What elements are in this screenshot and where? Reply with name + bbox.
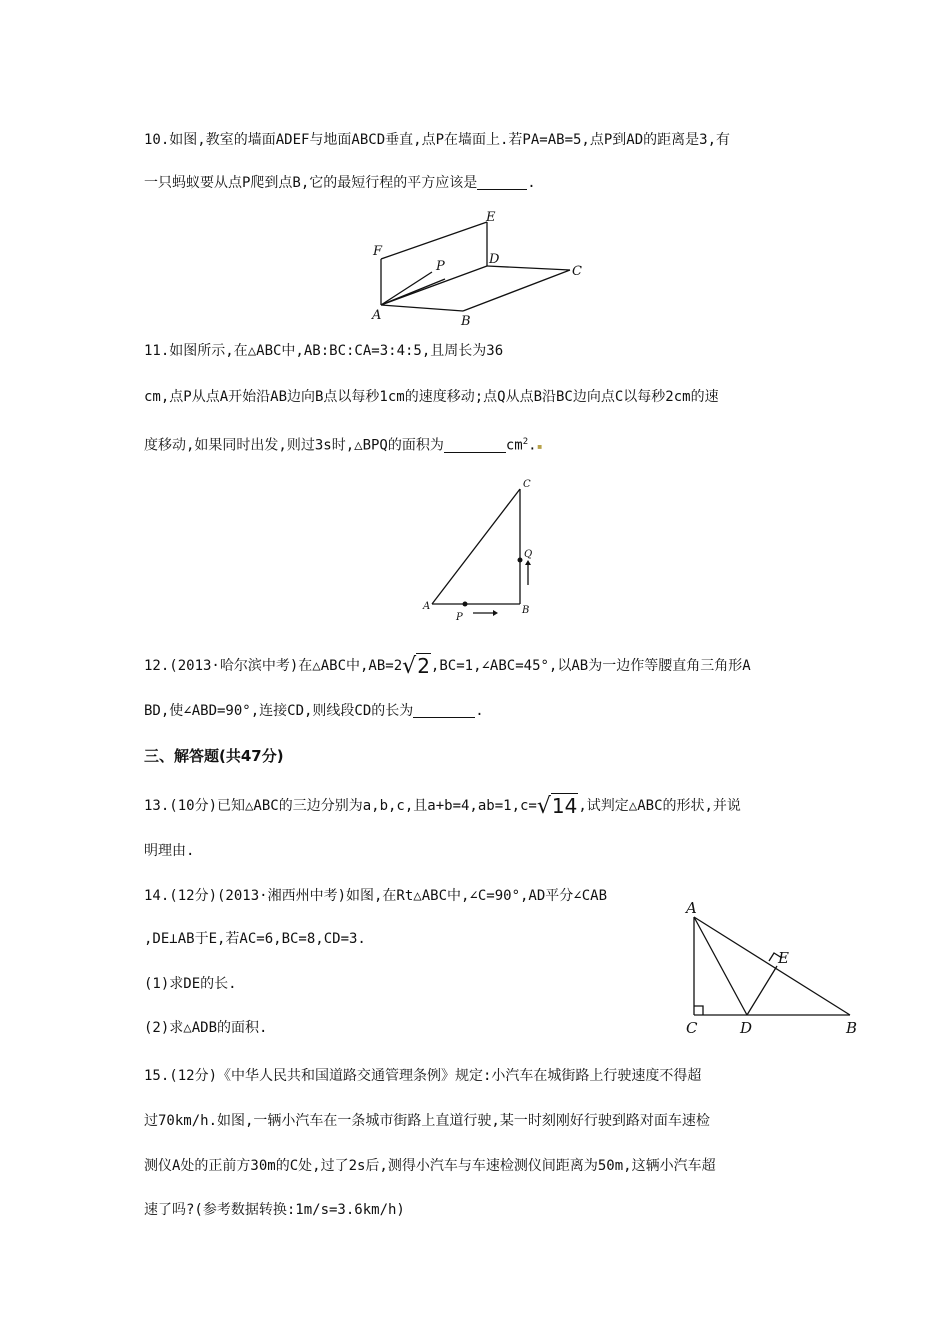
q10-label-f: F [373, 244, 383, 259]
q11-unit: cm [505, 437, 523, 454]
q15-line-4: 速了吗?(参考数据转换:1m/s=3.6km/h) [144, 1202, 405, 1218]
q15-line-1: 15.(12分)《中华人民共和国道路交通管理条例》规定:小汽车在城街路上行驶速度不得超 [144, 1068, 702, 1084]
q10-label-d: D [489, 252, 500, 267]
q14-figure [680, 893, 870, 1043]
q11-label-b: B [522, 605, 530, 616]
dot-mark: ▪ [536, 441, 543, 453]
q12-text-b: ,BC=1,∠ABC=45°,以AB为一边作等腰直角三角形A [430, 658, 751, 674]
q14-line-4: (2)求△ADB的面积. [144, 1020, 268, 1036]
q11-line-1: 11.如图所示,在△ABC中,AB:BC:CA=3:4:5,且周长为36 [144, 343, 504, 359]
q10-text: 一只蚂蚁要从点P爬到点B,它的最短行程的平方应该是 [144, 175, 478, 191]
q15-line-2: 过70km/h.如图,一辆小汽车在一条城市街路上直道行驶,某一时刻刚好行驶到路对面车速检 [144, 1113, 710, 1129]
q11-label-a: A [423, 601, 431, 612]
section-3-title: 三、解答题(共47分) [144, 747, 284, 765]
q13-text-b: ,试判定△ABC的形状,并说 [578, 798, 741, 814]
q13-line-2: 明理由. [144, 843, 195, 859]
q10-line-2 [144, 173, 536, 193]
q13-text-a: 13.(10分)已知△ABC的三边分别为a,b,c,且a+b=4,ab=1,c= [144, 798, 537, 814]
q12-answer-blank [413, 703, 475, 718]
q11-end: . [528, 437, 537, 454]
q15-line-3: 测仪A处的正前方30m的C处,过了2s后,测得小汽车与车速检测仪间距离为50m,这辆小汽车超 [144, 1158, 716, 1174]
q14-line-1: 14.(12分)(2013·湘西州中考)如图,在Rt△ABC中,∠C=90°,AD平分∠CAB [144, 888, 608, 904]
q11-answer-blank [444, 438, 506, 453]
q11-line-3 [144, 432, 543, 458]
q11-figure [420, 477, 550, 627]
q10-label-e: E [486, 210, 496, 225]
q12-sqrt-value: 2 [417, 654, 430, 678]
q11-text: 度移动,如果同时出发,则过3s时,△BPQ的面积为 [144, 437, 444, 454]
q12-text: BD,使∠ABD=90°,连接CD,则线段CD的长为 [144, 703, 414, 719]
q14-label-d: D [740, 1019, 753, 1037]
q10-answer-blank [477, 175, 527, 190]
q12-line-1 [144, 656, 751, 677]
q14-label-e: E [778, 949, 789, 967]
q12-text-a: 12.(2013·哈尔滨中考)在△ABC中,AB=2 [144, 658, 403, 674]
q10-label-c: C [572, 264, 582, 279]
q10-figure [370, 208, 600, 328]
q12-end: . [475, 703, 484, 719]
q10-end: . [527, 175, 536, 191]
q14-line-2: ,DE⊥AB于E,若AC=6,BC=8,CD=3. [144, 931, 366, 947]
q14-label-a: A [686, 899, 697, 917]
q11-line-2: cm,点P从点A开始沿AB边向B点以每秒1cm的速度移动;点Q从点B沿BC边向点C以每秒2cm的速 [144, 389, 719, 405]
q14-label-b: B [846, 1019, 858, 1037]
q10-label-p: P [436, 259, 445, 274]
q14-line-3: (1)求DE的长. [144, 976, 237, 992]
q11-label-p: P [456, 612, 463, 623]
q14-label-c: C [686, 1019, 698, 1037]
q11-label-q: Q [524, 549, 533, 560]
q13-sqrt-value: 14 [551, 794, 578, 818]
q11-unit-sup: 2 [522, 437, 529, 447]
q12-sqrt: √2 [402, 654, 430, 679]
q10-line-1: 10.如图,教室的墙面ADEF与地面ABCD垂直,点P在墙面上.若PA=AB=5,点P到AD的距离是3,有 [144, 132, 731, 148]
q10-label-a: A [372, 308, 382, 323]
q11-label-c: C [523, 479, 531, 490]
q10-label-b: B [461, 314, 471, 329]
q12-line-2 [144, 701, 484, 721]
q13-sqrt: √14 [536, 794, 578, 819]
q13-line-1 [144, 796, 741, 817]
